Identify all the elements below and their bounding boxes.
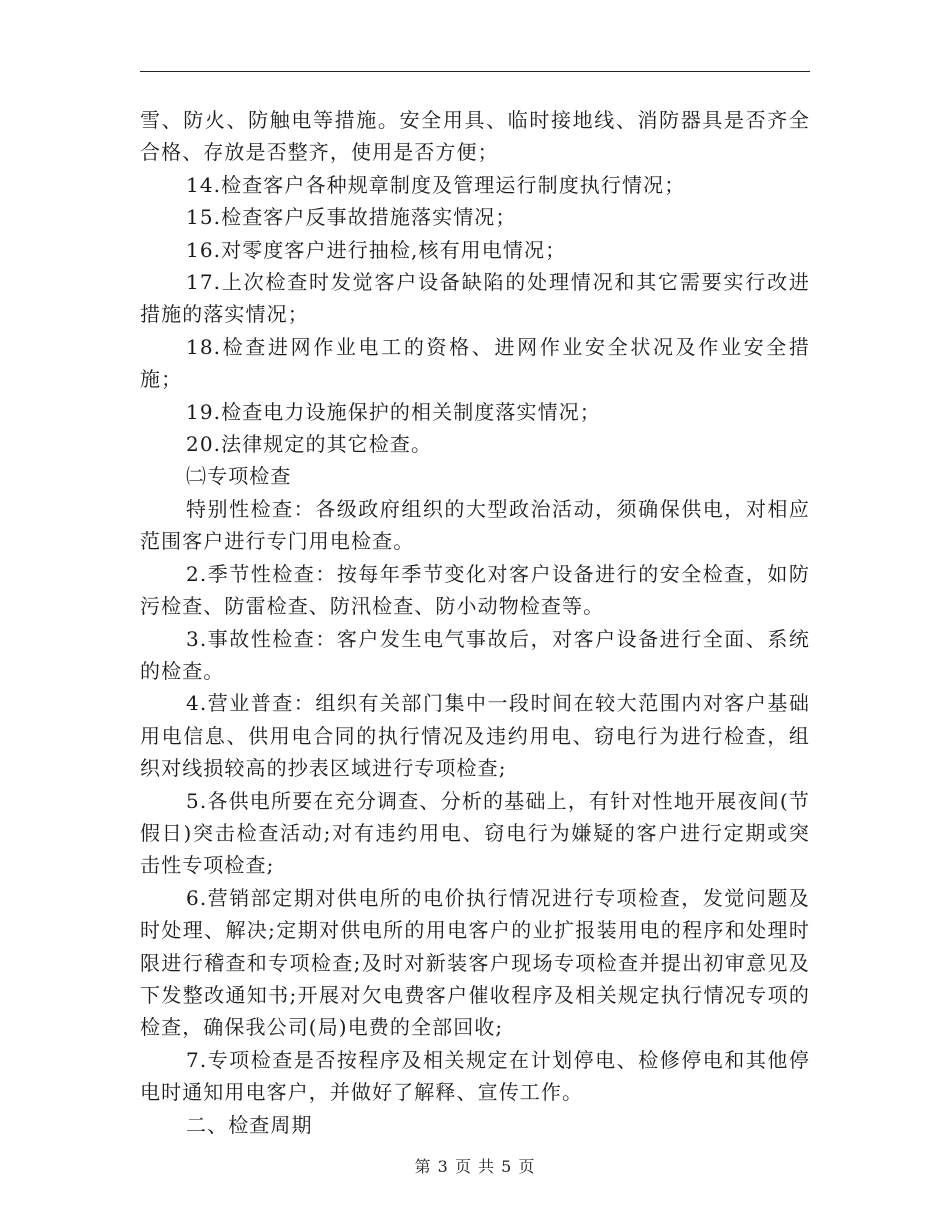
paragraph-special-check: 特别性检查：各级政府组织的大型政治活动，须确保供电，对相应范围客户进行专门用电检查。 — [140, 496, 810, 554]
paragraph-outage-notice-check: 7.专项检查是否按程序及相关规定在计划停电、检修停电和其他停电时通知用电客户，并做好了解释、宣传工作。 — [140, 1047, 810, 1105]
paragraph-accident-check: 3.事故性检查：客户发生电气事故后，对客户设备进行全面、系统的检查。 — [140, 626, 810, 683]
paragraph-item-18: 18.检查进网作业电工的资格、进网作业安全状况及作业安全措施； — [140, 334, 810, 392]
paragraph-business-survey: 4.营业普查：组织有关部门集中一段时间在较大范围内对客户基础用电信息、供用电合同的执行情况及违约用电、窃电行为进行检查，组织对线损较高的抄表区域进行专项检查; — [140, 691, 810, 781]
paragraph-item-16: 16.对零度客户进行抽检,核有用电情况； — [186, 237, 567, 262]
header-rule — [140, 71, 810, 72]
paragraph-item-15: 15.检查客户反事故措施落实情况； — [186, 205, 517, 230]
paragraph-item-17: 17.上次检查时发觉客户设备缺陷的处理情况和其它需要实行改进措施的落实情况； — [140, 270, 810, 327]
document-body — [140, 104, 810, 1141]
paragraph-item-20: 20.法律规定的其它检查。 — [186, 432, 433, 457]
paragraph-item-19: 19.检查电力设施保护的相关制度落实情况； — [186, 399, 601, 424]
section-heading-special-inspection: ㈡专项检查 — [186, 464, 292, 489]
page-number: 第 3 页 共 5 页 — [414, 1157, 536, 1176]
paragraph-continuation: 雪、防火、防触电等措施。安全用具、临时接地线、消防器具是否齐全合格、存放是否整齐，使用是否方便； — [140, 108, 810, 165]
paragraph-item-14: 14.检查客户各种规章制度及管理运行制度执行情况； — [186, 172, 686, 197]
section-heading-inspection-cycle: 二、检查周期 — [186, 1112, 313, 1137]
paragraph-marketing-check: 6.营销部定期对供电所的电价执行情况进行专项检查，发觉问题及时处理、解决;定期对供电所的用电客户的业扩报装用电的程序和处理时限进行稽查和专项检查;及时对新装客户现场专项检查并提出初审意见及下发整改通知书;开展对欠电费客户催收程序及相关规定执行情况专项的检查，确保我公司(局)电费的全部回收; — [140, 885, 810, 1040]
paragraph-seasonal-check: 2.季节性检查：按每年季节变化对客户设备进行的安全检查，如防污检查、防雷检查、防汛检查、防小动物检查等。 — [140, 561, 810, 619]
paragraph-surprise-check: 5.各供电所要在充分调查、分析的基础上，有针对性地开展夜间(节假日)突击检查活动;对有违约用电、窃电行为嫌疑的客户进行定期或突击性专项检查; — [140, 788, 810, 878]
